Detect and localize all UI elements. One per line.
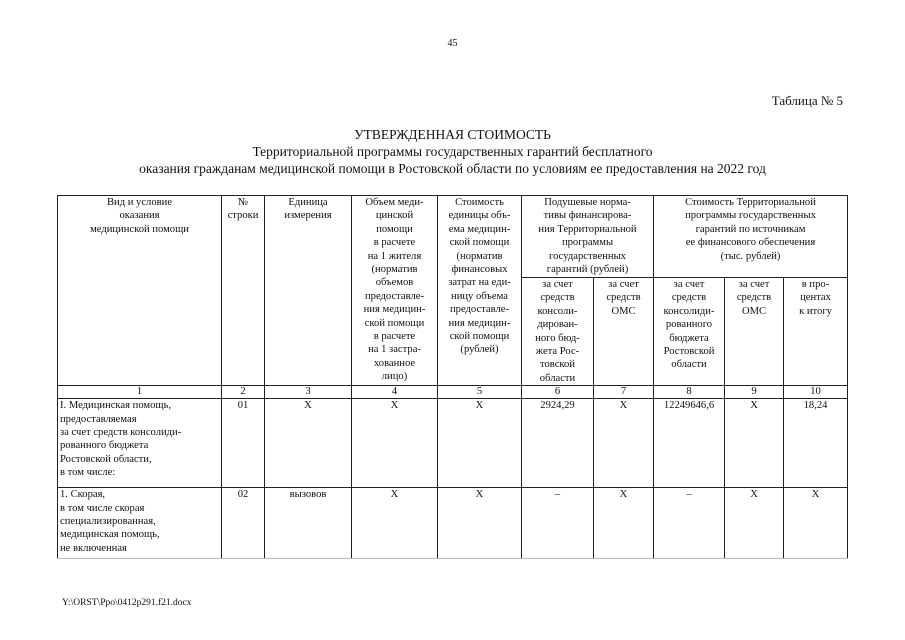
header-per-capita: Подушевые норма- тивы финансирова- ния Территориальной программы государственных гарантий (рублей) — [522, 196, 654, 278]
row-cell: Х — [594, 488, 654, 559]
row-cell: Х — [725, 399, 784, 488]
header-total-oms: за счет средств ОМС — [725, 278, 784, 386]
header-volume: Объем меди- цинской помощи в расчете на 1 жителя (норматив объемов предоставле- ния медицин- ской помощи в расчете на 1 застра- хованное лицо) — [352, 196, 438, 386]
file-path-footer: Y:\ORST\Ppo\0412p291.f21.docx — [62, 598, 192, 608]
column-number: 10 — [784, 386, 848, 399]
row-cell: Х — [438, 399, 522, 488]
row-cell: 2924,29 — [522, 399, 594, 488]
table-label: Таблица № 5 — [771, 93, 843, 108]
row-cell: 02 — [222, 488, 265, 559]
column-number: 7 — [594, 386, 654, 399]
row-name: 1. Скорая, в том числе скорая специализированная, медицинская помощь, не включенная — [58, 488, 222, 559]
column-number: 4 — [352, 386, 438, 399]
row-cell: – — [522, 488, 594, 559]
row-cell: Х — [594, 399, 654, 488]
header-total-percent: в про- центах к итогу — [784, 278, 848, 386]
table-row — [58, 399, 848, 488]
header-row — [58, 196, 848, 278]
header-row-number: № строки — [222, 196, 265, 386]
heading-line-3: оказания гражданам медицинской помощи в Ростовской области по условиям ее предоставления на 2022 год — [139, 161, 766, 176]
header-per-capita-budget: за счет средств консоли- дирован- ного бюд- жета Рос- товской области — [522, 278, 594, 386]
row-name: I. Медицинская помощь, предоставляемая за счет средств консолиди- рованного бюджета Ростовской области, в том числе: — [58, 399, 222, 488]
column-number: 5 — [438, 386, 522, 399]
column-number-row — [58, 386, 848, 399]
column-number: 1 — [58, 386, 222, 399]
row-cell: вызовов — [265, 488, 352, 559]
header-unit-cost: Стоимость единицы объ- ема медицин- ской помощи (норматив финансовых затрат на еди- ницу объема предоставле- ния медицин- ской помощи (рублей) — [438, 196, 522, 386]
row-cell: – — [654, 488, 725, 559]
header-total-cost: Стоимость Территориальной программы государственных гарантий по источникам ее финансового обеспечения (тыс. рублей) — [654, 196, 848, 278]
row-cell: Х — [265, 399, 352, 488]
row-cell: 12249646,6 — [654, 399, 725, 488]
row-cell: Х — [352, 488, 438, 559]
cost-table — [57, 195, 848, 559]
heading-line-2: Территориальной программы государственных гарантий бесплатного — [252, 144, 653, 159]
row-cell: Х — [352, 399, 438, 488]
row-cell: 18,24 — [784, 399, 848, 488]
page-number: 45 — [447, 38, 458, 49]
document-heading — [0, 126, 905, 177]
column-number: 3 — [265, 386, 352, 399]
column-number: 6 — [522, 386, 594, 399]
row-cell: 01 — [222, 399, 265, 488]
row-cell: Х — [438, 488, 522, 559]
column-number: 9 — [725, 386, 784, 399]
heading-title: УТВЕРЖДЕННАЯ СТОИМОСТЬ — [354, 127, 551, 142]
header-per-capita-oms: за счет средств ОМС — [594, 278, 654, 386]
header-total-budget: за счет средств консолиди- рованного бюджета Ростовской области — [654, 278, 725, 386]
row-cell: Х — [725, 488, 784, 559]
header-unit: Единица измерения — [265, 196, 352, 386]
column-number: 2 — [222, 386, 265, 399]
table-row — [58, 488, 848, 559]
row-cell: Х — [784, 488, 848, 559]
header-type: Вид и условие оказания медицинской помощи — [58, 196, 222, 386]
column-number: 8 — [654, 386, 725, 399]
